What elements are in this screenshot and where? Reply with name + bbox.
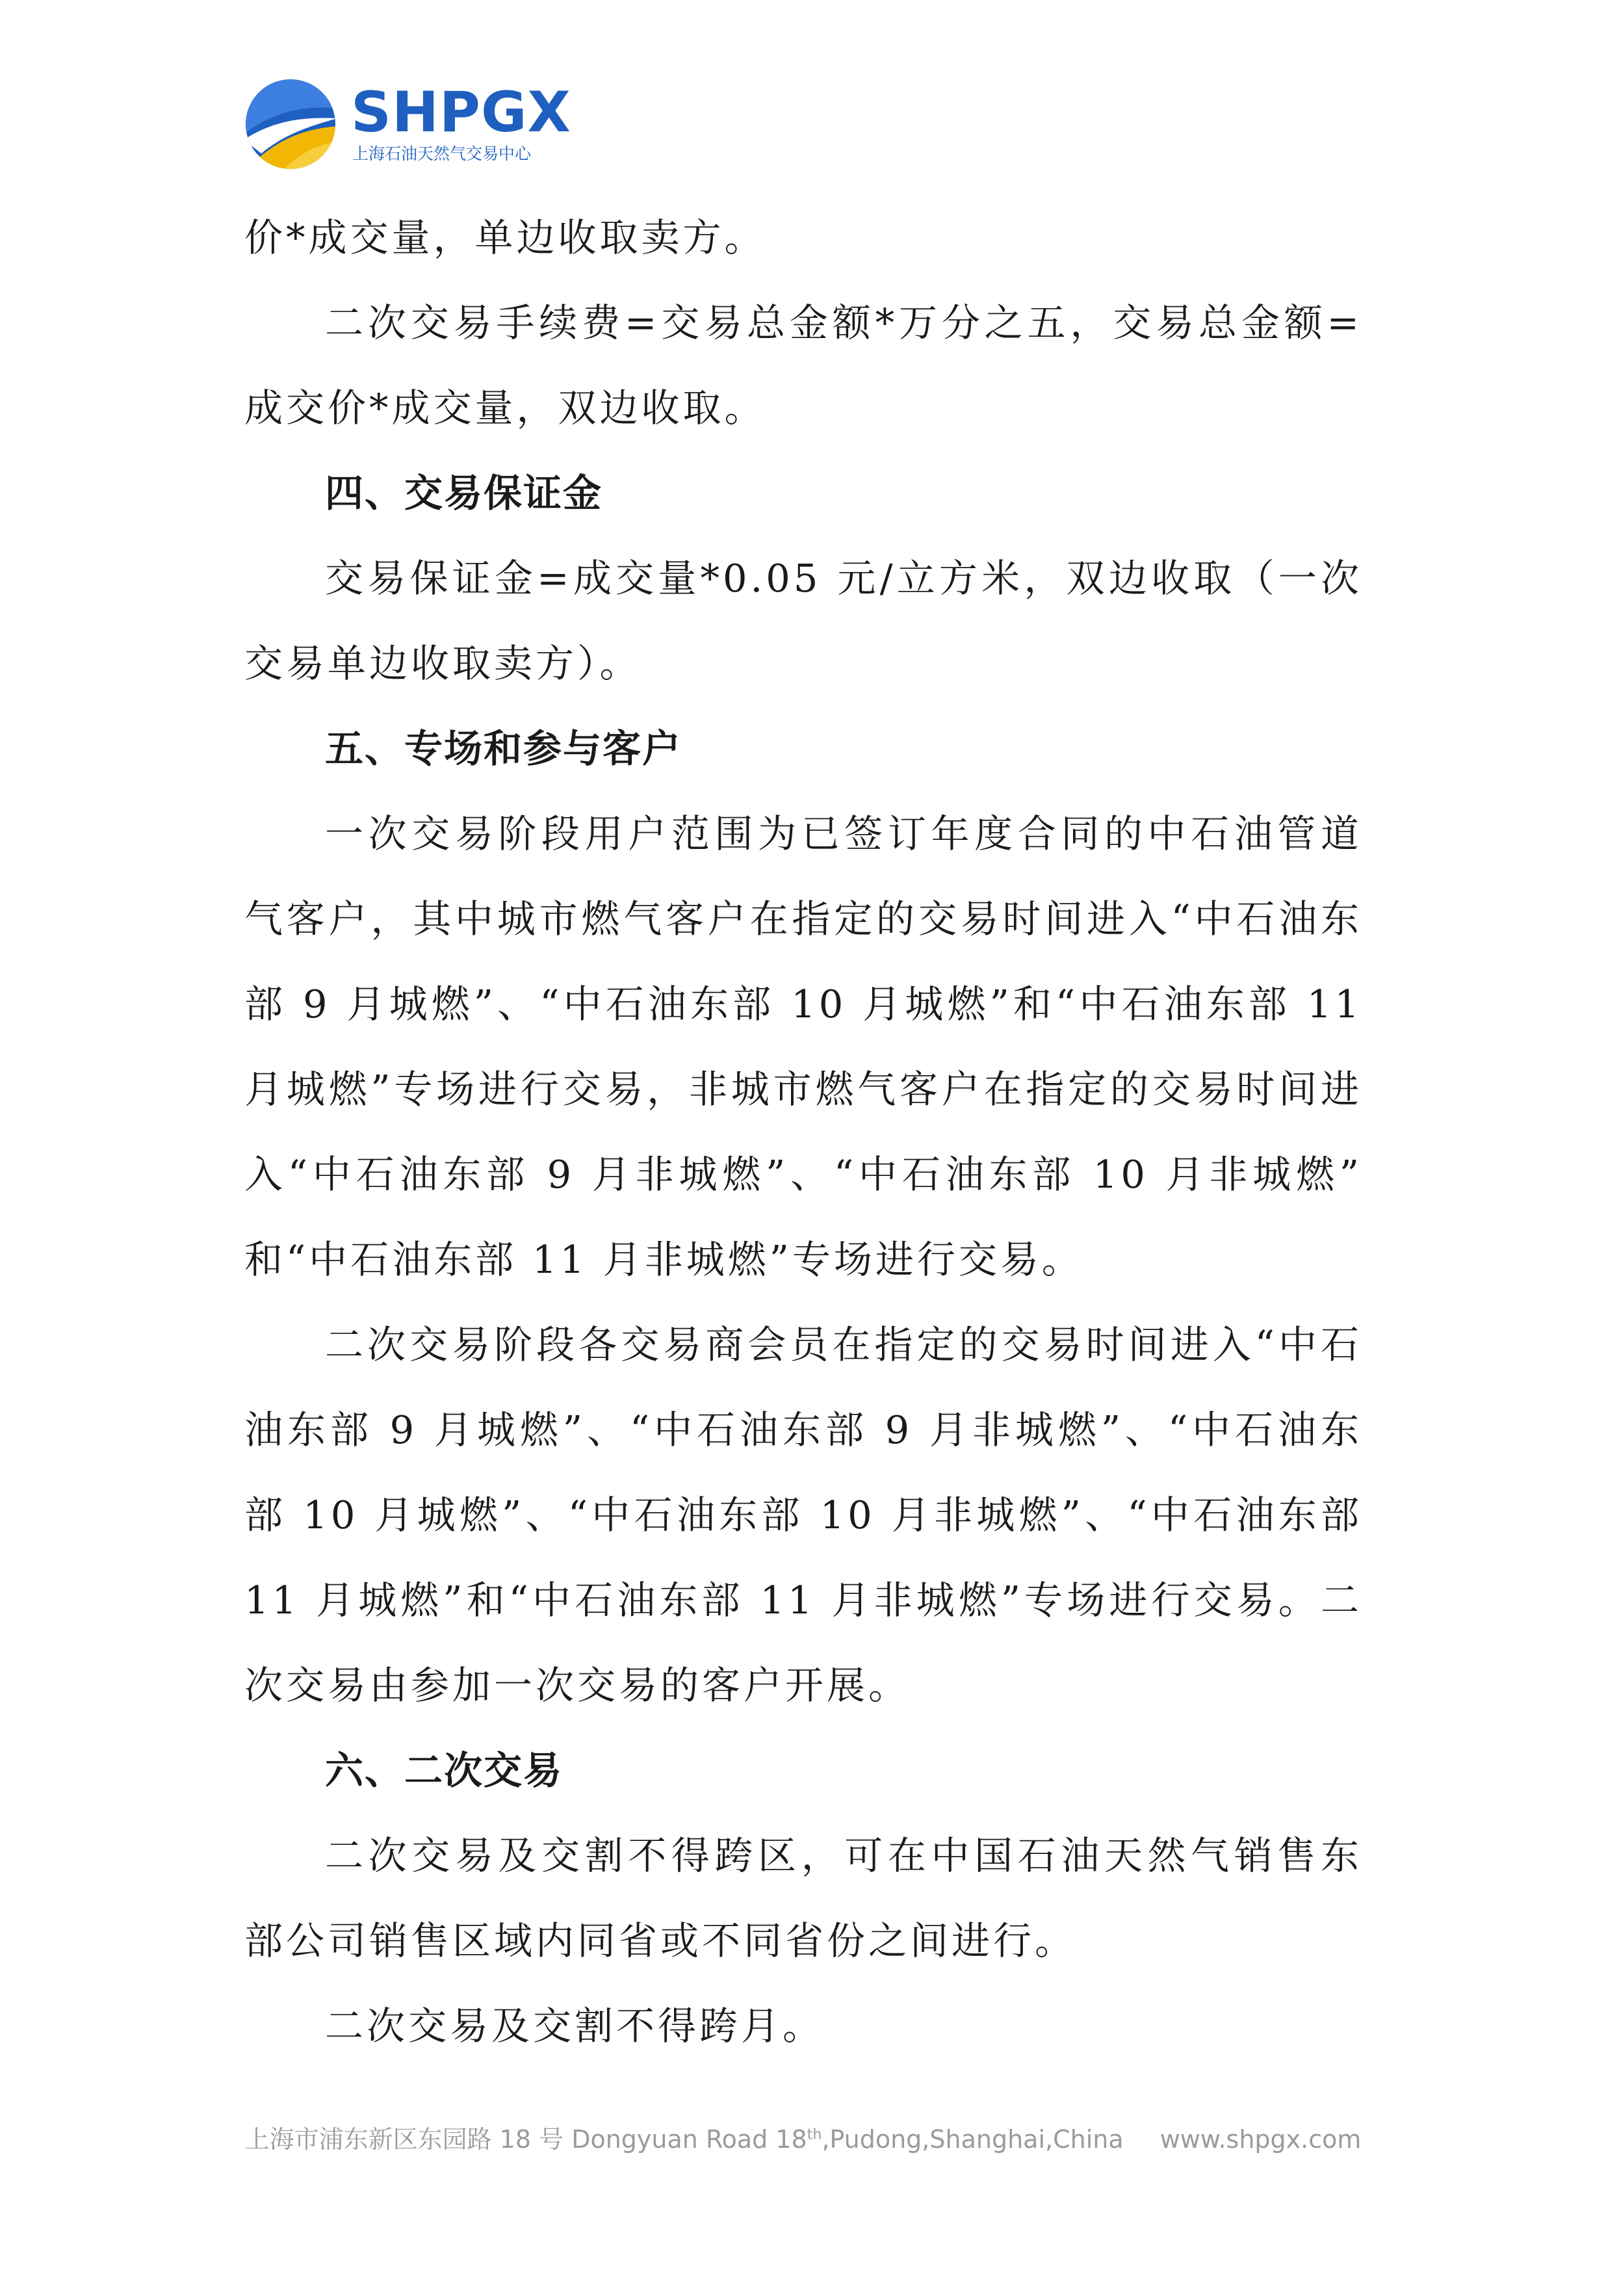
paragraph: 二次交易及交割不得跨月。 [325,2003,825,2048]
footer-address-en: Dongyuan Road 18th,Pudong,Shanghai,China [571,2125,1124,2154]
section-heading: 四、交易保证金 [325,471,603,515]
section-heading: 五、专场和参与客户 [325,726,682,771]
paragraph: 一次交易阶段用户范围为已签订年度合同的中石油管道气客户，其中城市燃气客户在指定的交易时间进入“中石油东部 9 月城燃”、“中石油东部 10 月城燃”和“中石油东部 11 月城燃”专场进行交易，非城市燃气客户在指定的交易时间进入“中石油东部 9 月非城燃”、“中石油东部 10 月非城燃” 和“中石油东部 11 月非城燃”专场进行交易。 [244,811,1362,1282]
page-footer [0,2119,1606,2155]
paragraph: 二次交易阶段各交易商会员在指定的交易时间进入“中石油东部 9 月城燃”、“中石油东部 9 月非城燃”、“中石油东部 10 月城燃”、“中石油东部 10 月非城燃”、“中石油东部 11 月城燃”和“中石油东部 11 月非城燃”专场进行交易。二次交易由参加一次交易的客户开展。 [244,1322,1362,1708]
footer-website[interactable]: www.shpgx.com [1159,2125,1362,2154]
shpgx-globe-icon [242,75,339,173]
logo-subtitle: 上海石油天然气交易中心 [352,144,532,163]
logo-wordmark: SHPGX [351,80,571,145]
document-body [244,195,1362,2068]
paragraph: 二次交易及交割不得跨区，可在中国石油天然气销售东部公司销售区域内同省或不同省份之间进行。 [244,1833,1362,1963]
paragraph: 价*成交量，单边收取卖方。 [244,215,766,260]
shpgx-logo [242,73,571,177]
paragraph: 二次交易手续费=交易总金额*万分之五，交易总金额=成交价*成交量，双边收取。 [244,300,1362,430]
section-heading: 六、二次交易 [325,1748,563,1793]
footer-address-cn: 上海市浦东新区东园路 18 号 [244,2125,564,2154]
paragraph: 交易保证金=成交量*0.05 元/立方米，双边收取（一次交易单边收取卖方）。 [244,556,1362,686]
